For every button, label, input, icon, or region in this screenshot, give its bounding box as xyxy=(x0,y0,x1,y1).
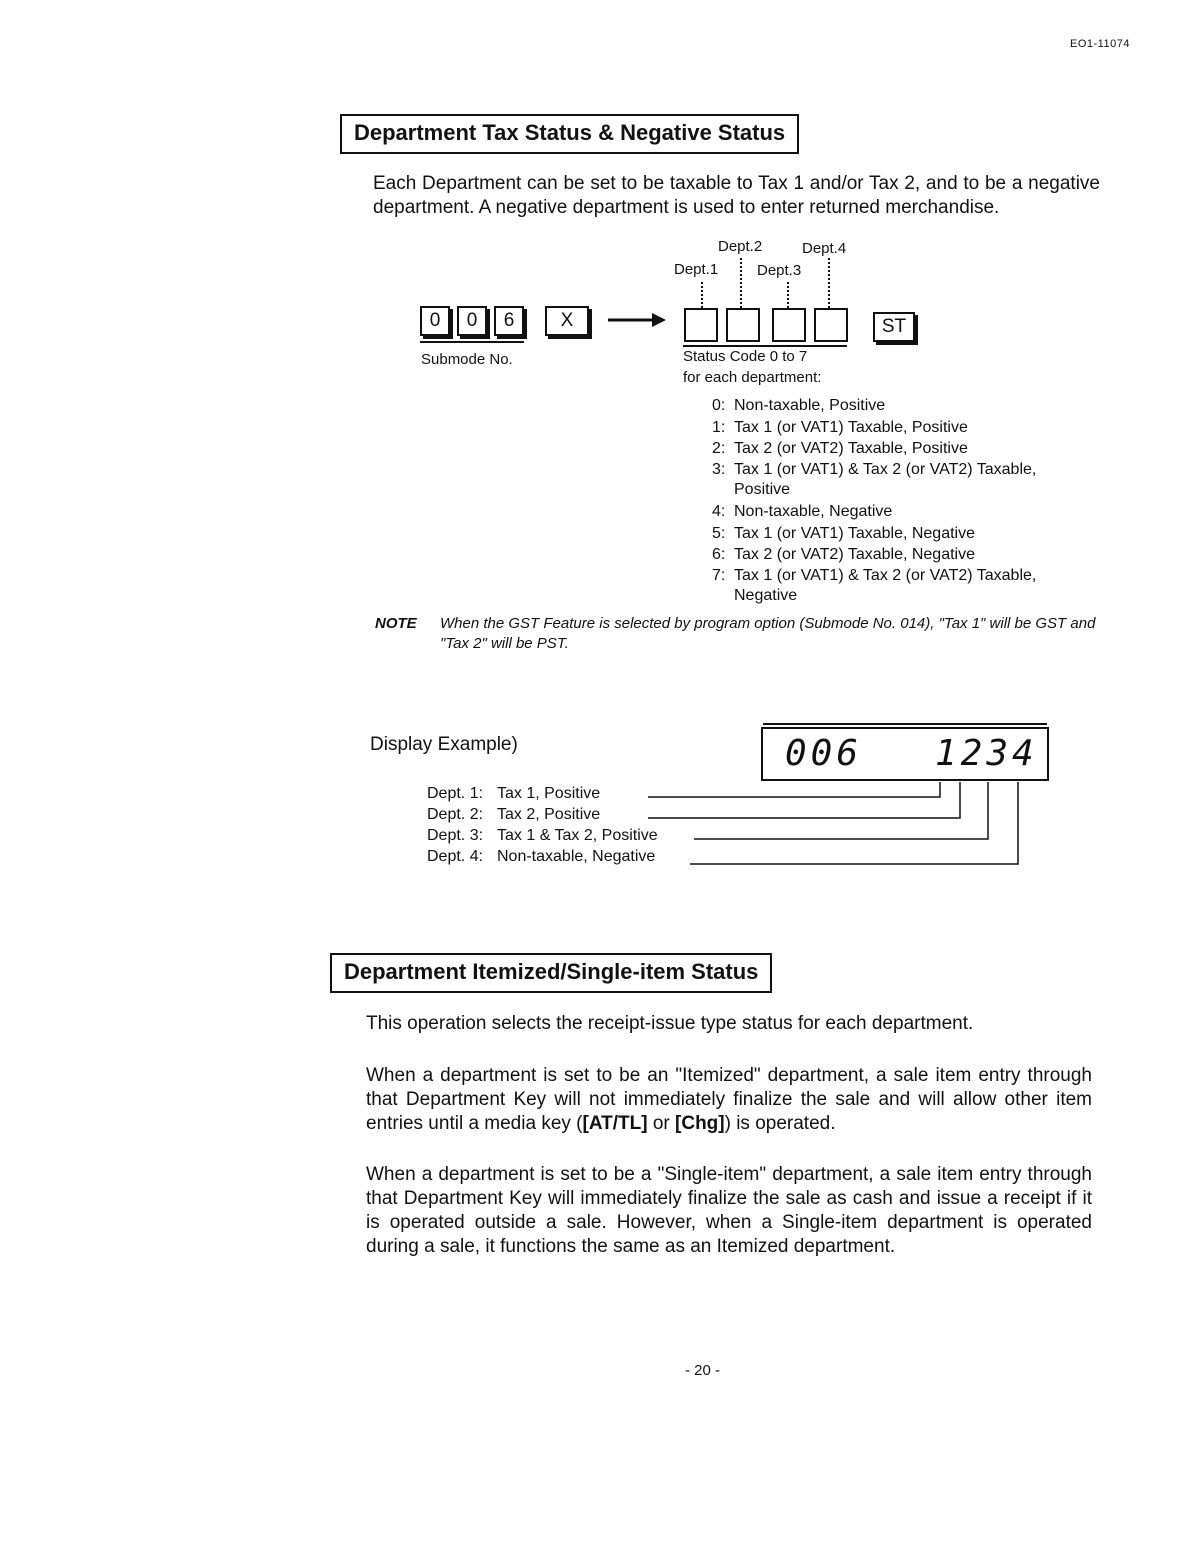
itemized-paragraph-3: When a department is set to be a "Single-item" department, a sale item entry through that Department Key will immediately finalize the sale as cash and issue a receipt if it is operated outside a sale. However, when a Single-item department is operated during a sale, it functions the same as an Itemized department. xyxy=(366,1164,1092,1257)
itemized-paragraph-1: This operation selects the receipt-issue type status for each department. xyxy=(366,1013,974,1034)
key-chg: [Chg] xyxy=(675,1113,725,1134)
document-number: EO1-11074 xyxy=(1070,38,1130,50)
status-box-dept4 xyxy=(814,308,848,342)
code-row-6: 6: Tax 2 (or VAT2) Taxable, Negative xyxy=(712,546,975,563)
code-row-2: 2: Tax 2 (or VAT2) Taxable, Positive xyxy=(712,440,968,457)
key-at-tl: [AT/TL] xyxy=(582,1113,648,1134)
code-row-0: 0: Non-taxable, Positive xyxy=(712,397,886,414)
status-code-label2: for each department: xyxy=(683,369,822,386)
intro-paragraph: Each Department can be set to be taxable to Tax 1 and/or Tax 2, and to be a negative department. A negative department is used to enter returned merchandise. xyxy=(373,173,1100,218)
note-label: NOTE xyxy=(375,615,417,632)
code-row-3: 3: Tax 1 (or VAT1) & Tax 2 (or VAT2) Taxable, xyxy=(712,461,1037,478)
status-box-dept1 xyxy=(684,308,718,342)
display-right-digits: 1234 xyxy=(935,733,1038,774)
note-text: When the GST Feature is selected by program option (Submode No. 014), "Tax 1" will be GST and "Tax 2" will be PST. xyxy=(440,615,1096,652)
code-row-5: 5: Tax 1 (or VAT1) Taxable, Negative xyxy=(712,525,975,542)
code-row-3-cont: Positive xyxy=(734,481,791,498)
itemized-paragraph-2: When a department is set to be an "Itemized" department, a sale item entry through that Department Key will not immediately finalize the sale and will allow other item entries until a media key ([AT/TL] or [Chg]) is operated. xyxy=(366,1065,1092,1134)
code-row-7-cont: Negative xyxy=(734,587,798,604)
key-x: X xyxy=(545,306,589,336)
status-box-dept3 xyxy=(772,308,806,342)
display-dept-3: Dept. 3: Tax 1 & Tax 2, Positive xyxy=(427,827,658,844)
status-code-label: Status Code 0 to 7 xyxy=(683,348,808,365)
submode-underline xyxy=(420,341,524,343)
display-dept-1: Dept. 1: Tax 1, Positive xyxy=(427,785,601,802)
section-title-tax-status: Department Tax Status & Negative Status xyxy=(340,114,799,154)
dept-label-2: Dept.2 xyxy=(718,238,763,255)
display-dept-4: Dept. 4: Non-taxable, Negative xyxy=(427,848,656,865)
status-box-dept2 xyxy=(726,308,760,342)
section-title-itemized: Department Itemized/Single-item Status xyxy=(330,953,772,993)
key-digit-6: 6 xyxy=(494,306,524,336)
display-connector-lines xyxy=(640,778,1040,873)
leader-dept4 xyxy=(828,258,830,308)
leader-dept1 xyxy=(701,282,703,308)
display-example-label: Display Example) xyxy=(370,734,518,755)
dept-label-3: Dept.3 xyxy=(757,262,802,279)
code-row-1: 1: Tax 1 (or VAT1) Taxable, Positive xyxy=(712,419,968,436)
submode-label: Submode No. xyxy=(421,351,513,368)
leader-dept2 xyxy=(740,258,742,308)
display-dept-2: Dept. 2: Tax 2, Positive xyxy=(427,806,601,823)
key-digit-0b: 0 xyxy=(457,306,487,336)
arrow-right-icon xyxy=(608,310,668,330)
dept-label-4: Dept.4 xyxy=(802,240,847,257)
display-left-digits: 006 xyxy=(785,733,863,774)
key-st: ST xyxy=(873,312,915,342)
dept-label-1: Dept.1 xyxy=(674,261,719,278)
page-number: - 20 - xyxy=(685,1362,721,1379)
display-panel xyxy=(761,727,1049,781)
code-row-7: 7: Tax 1 (or VAT1) & Tax 2 (or VAT2) Taxable, xyxy=(712,567,1037,584)
leader-dept3 xyxy=(787,282,789,308)
key-digit-0a: 0 xyxy=(420,306,450,336)
code-row-4: 4: Non-taxable, Negative xyxy=(712,503,893,520)
